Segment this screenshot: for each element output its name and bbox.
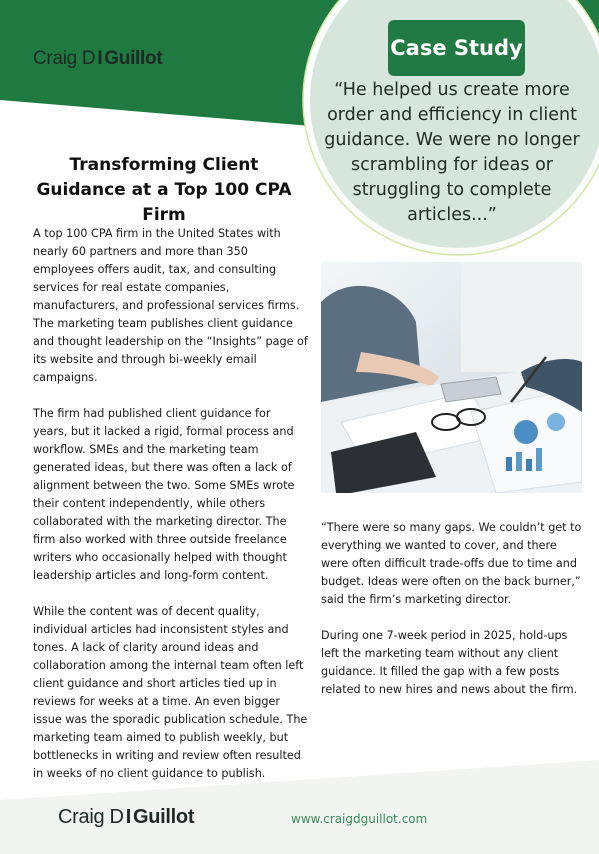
website-link[interactable]: www.craigdguillot.com — [291, 812, 428, 826]
paragraph: The firm had published client guidance for years, but it lacked a rigid, formal process and workflow. SMEs and the marketing team generated ideas, but there was often a lack of alignment between the two. Some SMEs wrote their content independently, while others collaborated with the marketing director. The firm also worked with three outside freelance writers who occasionally helped with thought leadership articles and long-form content. — [33, 407, 295, 582]
article-title: Transforming Client Guidance at a Top 100 CPA Firm — [36, 155, 292, 225]
logo-bottom — [58, 806, 194, 829]
logo-name: Guillot — [132, 806, 195, 828]
logo-separator: I — [125, 806, 131, 828]
paragraph: While the content was of decent quality, individual articles had inconsistent styles and tones. A lack of clarity around ideas and collaboration among the internal team often left client guidance and short articles tied up in reviews for weeks at a time. An even bigger issue was the sporadic publication schedule. The marketing team aimed to publish weekly, but bottlenecks in writing and review often resulted in weeks of no client guidance to publish. — [33, 605, 308, 780]
logo-separator: I — [97, 48, 103, 69]
paragraph: “There were so many gaps. We couldn’t get to everything we wanted to cover, and there were often difficult trade-offs due to time and budget. Ideas were often on the back burner,” said the firm’s marketing director. — [321, 521, 582, 606]
logo-top — [33, 48, 162, 70]
case-study-badge: Case Study — [388, 20, 525, 76]
paragraph: During one 7-week period in 2025, hold-ups left the marketing team without any client guidance. It filled the gap with a few posts related to new hires and news about the firm. — [321, 629, 578, 696]
article-left-column — [33, 225, 308, 801]
paragraph: A top 100 CPA firm in the United States with nearly 60 partners and more than 350 employees offers audit, tax, and consulting services for real estate companies, manufacturers, and professional services firms. The marketing team publishes client guidance and thought leadership on the “Insights” page of its website and through bi-weekly email campaigns. — [33, 227, 308, 384]
logo-prefix: Craig D — [33, 48, 96, 69]
office-photo-illustration — [321, 262, 582, 493]
office-photo — [321, 262, 582, 493]
pull-quote: “He helped us create more order and efficiency in client guidance. We were no longer scrambling for ideas or struggling to complete articles...” — [324, 80, 580, 225]
logo-name: Guillot — [104, 48, 163, 69]
article-right-column — [321, 519, 585, 717]
logo-prefix: Craig D — [58, 806, 124, 828]
